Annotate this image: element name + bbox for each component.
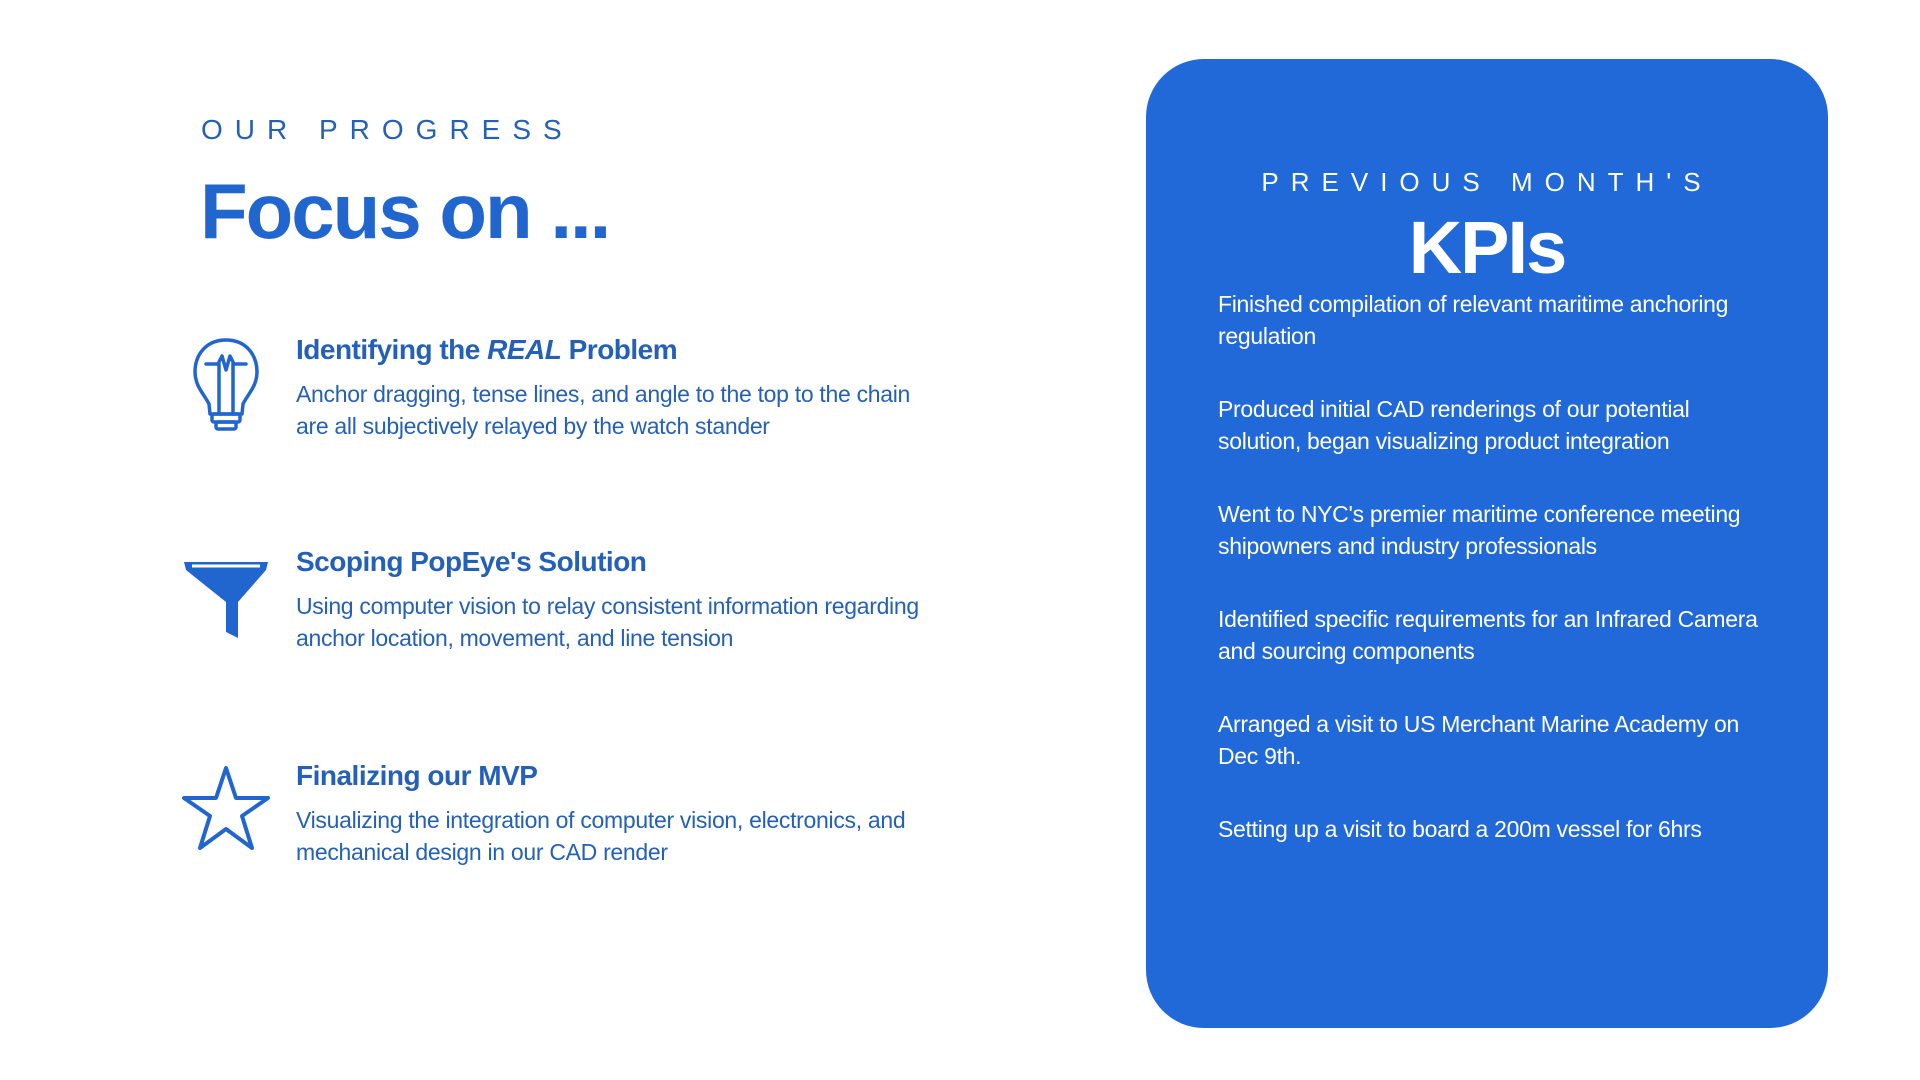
funnel-icon <box>180 546 272 646</box>
focus-item-description: Anchor dragging, tense lines, and angle to the top to the chain are all subjectively relayed by the watch stander <box>296 381 911 439</box>
star-icon <box>180 760 272 860</box>
lightbulb-icon <box>180 334 272 434</box>
section-eyebrow: OUR PROGRESS <box>201 114 574 145</box>
kpi-title: KPIs <box>1408 206 1566 289</box>
focus-item-heading: Identifying the REAL Problem <box>296 334 678 365</box>
focus-item-heading: Scoping PopEye's Solution <box>296 546 647 577</box>
kpi-item: Finished compilation of relevant maritime anchoring regulation <box>1218 291 1729 349</box>
page-title: Focus on ... <box>200 167 610 255</box>
kpi-list <box>1218 288 1778 918</box>
kpi-eyebrow: PREVIOUS MONTH'S <box>1261 167 1713 197</box>
focus-item-heading: Finalizing our MVP <box>296 760 538 791</box>
kpi-item: Produced initial CAD renderings of our potential solution, began visualizing product integration <box>1218 396 1690 454</box>
kpi-item: Arranged a visit to US Merchant Marine Academy on Dec 9th. <box>1218 711 1739 769</box>
kpi-card <box>1146 59 1828 1028</box>
heading-emphasis: REAL <box>487 334 562 365</box>
focus-item-description: Visualizing the integration of computer vision, electronics, and mechanical design in our CAD render <box>296 807 906 865</box>
focus-item-description: Using computer vision to relay consistent information regarding anchor location, movement, and line tension <box>296 593 919 651</box>
kpi-item: Went to NYC's premier maritime conference meeting shipowners and industry professionals <box>1218 501 1741 559</box>
kpi-item: Identified specific requirements for an Infrared Camera and sourcing components <box>1218 606 1758 664</box>
kpi-item: Setting up a visit to board a 200m vessel for 6hrs <box>1218 816 1702 842</box>
